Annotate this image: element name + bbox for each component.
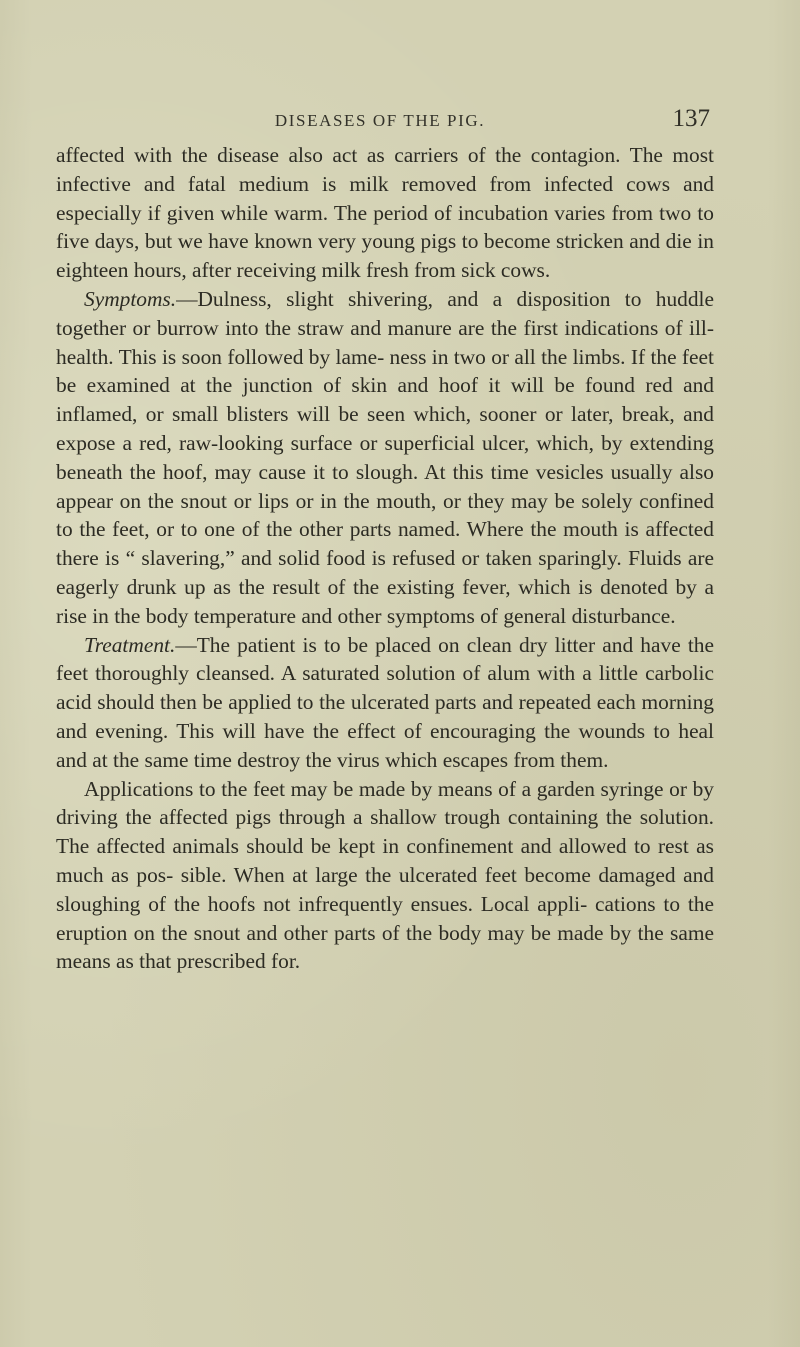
- paragraph-treatment: [56, 631, 714, 775]
- paragraph-continuation: affected with the disease also act as carriers of the contagion. The most infective and fatal medium is milk removed from infected cows and especially if given while warm. The period of incubation varies from two to five days, but we have known very young pigs to become stricken and die in eighteen hours, after receiving milk fresh from sick cows.: [56, 143, 714, 283]
- treatment-heading: Treatment.: [84, 632, 176, 657]
- paragraph-applications: Applications to the feet may be made by means of a garden syringe or by driving the affected pigs through a shallow trough containing the solution. The affected animals should be kept in confinement and allowed to rest as much as pos- sible. When at large the ulcerated feet become damaged and sloughing of the hoofs not infrequently ensues. Local appli- cations to the eruption on the snout and other parts of the body may be made by the same means as that prescribed for.: [56, 776, 714, 974]
- symptoms-text: —Dulness, slight shivering, and a disposition to huddle together or burrow into the straw and manure are the first indications of ill-health. This is soon followed by lame- ness in two or all the limbs. If the feet be examined at the junction of skin and hoof it will be found red and inflamed, or small blisters will be seen which, sooner or later, break, and expose a red, raw-looking surface or superficial ulcer, which, by extending beneath the hoof, may cause it to slough. At this time vesicles usually also appear on the snout or lips or in the mouth, or they may be solely confined to the feet, or to one of the other parts named. Where the mouth is affected there is “ slavering,” and solid food is refused or taken sparingly. Fluids are eagerly drunk up as the result of the existing fever, which is denoted by a rise in the body temperature and other symptoms of general disturbance.: [56, 286, 714, 628]
- treatment-text: —The patient is to be placed on clean dry litter and have the feet thoroughly cleansed. A saturated solution of alum with a little carbolic acid should then be applied to the ulcerated parts and repeated each morning and evening. This will have the effect of encouraging the wounds to heal and at the same time destroy the virus which escapes from them.: [56, 632, 714, 772]
- symptoms-heading: Symptoms.: [84, 286, 177, 311]
- running-head: [50, 103, 710, 139]
- running-title: DISEASES OF THE PIG.: [274, 111, 486, 130]
- body-text: [56, 141, 714, 976]
- paragraph-symptoms: [56, 285, 714, 631]
- page-number: 137: [672, 105, 710, 132]
